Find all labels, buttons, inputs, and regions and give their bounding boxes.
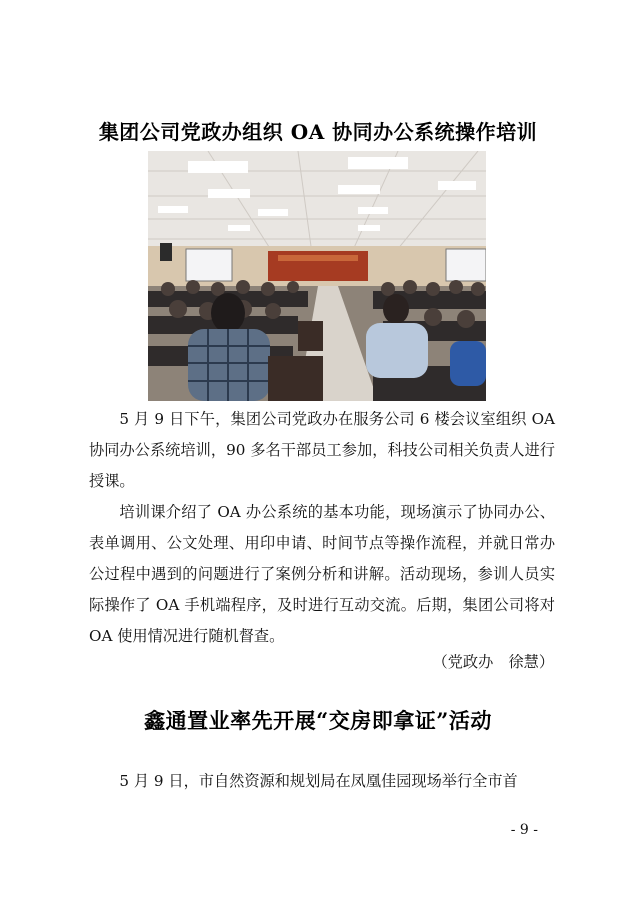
article-title: 鑫通置业率先开展“交房即拿证”活动 <box>144 708 492 733</box>
page-number: - 9 - <box>510 822 538 838</box>
training-meeting-photo <box>148 151 486 401</box>
article-paragraph: 5 月 9 日，市自然资源和规划局在凤凰佳园现场举行全市首 <box>119 772 518 790</box>
author-signature: （党政办 徐慧） <box>432 653 554 671</box>
article-paragraph: 5 月 9 日下午，集团公司党政办在服务公司 6 楼会议室组织 OA 协同办公系统培训，90 多名干部员工参加，科技公司相关负责人进行授课。 <box>89 410 555 490</box>
article-title: 集团公司党政办组织 OA 协同办公系统操作培训 <box>98 120 538 144</box>
article-paragraph: 培训课介绍了 OA 办公系统的基本功能，现场演示了协同办公、表单调用、公文处理、用印申请、时间节点等操作流程，并就日常办公过程中遇到的问题进行了案例分析和讲解。活动现场，参训人员实际操作了 OA 手机端程序，及时进行互动交流。后期，集团公司将对 OA 使用情况进行随机督查。 <box>89 503 555 645</box>
